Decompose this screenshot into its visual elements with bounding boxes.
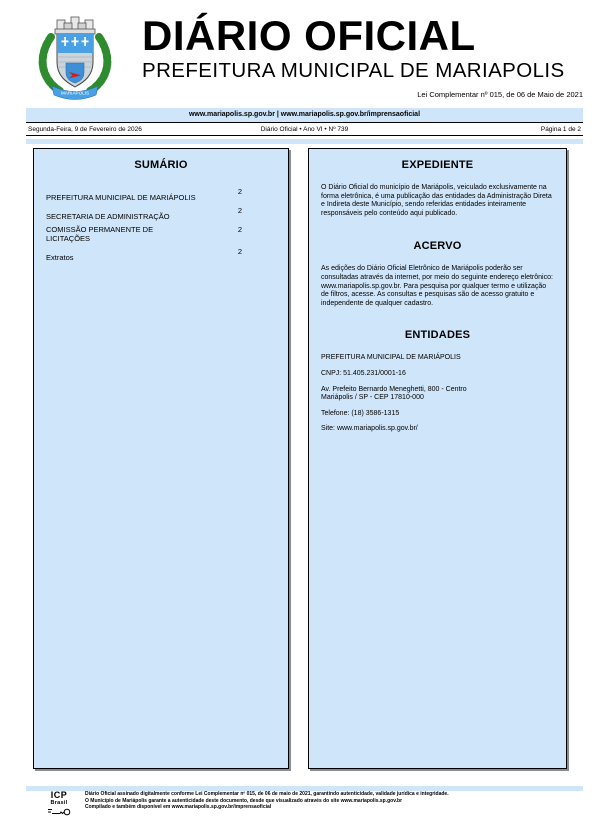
icp-brasil-key-icon bbox=[47, 807, 71, 816]
masthead bbox=[142, 13, 582, 83]
footer-line-1: Diário Oficial assinado digitalmente conforme Lei Complementar nº 015, de 06 de maio de 2021, garantindo autenticidade, validade jurídica e integridade. bbox=[85, 791, 449, 797]
summary-item bbox=[46, 225, 276, 246]
summary-item-page: 2 bbox=[237, 187, 242, 196]
page-indicator: Página 1 de 2 bbox=[540, 126, 581, 133]
gazette-title: DIÁRIO OFICIAL bbox=[142, 12, 476, 59]
entity-details bbox=[321, 354, 554, 434]
acervo-title: ACERVO bbox=[413, 240, 462, 253]
entity-address-line2: Mariápolis / SP - CEP 17810-000 bbox=[321, 394, 424, 402]
summary-item bbox=[46, 206, 276, 224]
footer-legal-text bbox=[85, 791, 449, 811]
icp-subtitle: Brasil bbox=[50, 799, 68, 806]
entity-cnpj: CNPJ: 51.405.231/0001-16 bbox=[321, 369, 406, 377]
entity-site: Site: www.mariapolis.sp.gov.br/ bbox=[321, 425, 418, 433]
edition-meta-row bbox=[26, 124, 583, 136]
summary-item bbox=[46, 247, 276, 265]
expediente-box bbox=[308, 148, 567, 769]
summary-item-page: 2 bbox=[237, 247, 242, 256]
edition-number: Diário Oficial • Ano VI • Nº 739 bbox=[260, 126, 349, 133]
law-reference: Lei Complementar nº 015, de 06 de Maio de 2021 bbox=[417, 90, 583, 99]
icp-brasil-logo bbox=[40, 791, 78, 816]
logo-motto-text: MARIÁPOLIS bbox=[60, 90, 90, 96]
entidades-title: ENTIDADES bbox=[404, 329, 471, 342]
divider-bar-top bbox=[26, 139, 583, 144]
expediente-title: EXPEDIENTE bbox=[401, 159, 474, 171]
entity-name: PREFEITURA MUNICIPAL DE MARIÁPOLIS bbox=[321, 354, 461, 362]
footer-line-2: O Município de Mariápolis garante a autenticidade deste documento, desde que visualizado através do site www.mariapolis.sp.gov.br bbox=[85, 797, 403, 804]
website-url-bar: www.mariapolis.sp.gov.br | www.mariapolis.sp.gov.br/imprensaoficial bbox=[26, 108, 583, 123]
summary-title: SUMÁRIO bbox=[134, 159, 188, 171]
icp-title: ICP bbox=[50, 790, 68, 800]
entity-phone: Telefone: (18) 3586-1315 bbox=[321, 409, 400, 417]
summary-box bbox=[33, 148, 289, 769]
footer-line-3: Compilado e também disponível em www.mariapolis.sp.gov.br/imprensaoficial bbox=[85, 804, 272, 811]
summary-item-page: 2 bbox=[237, 206, 242, 215]
summary-item-label: SECRETARIA DE ADMINISTRAÇÃO bbox=[46, 212, 170, 221]
summary-item-page: 2 bbox=[237, 225, 242, 234]
entity-address-line1: Av. Prefeito Bernardo Meneghetti, 800 - Centro bbox=[321, 385, 467, 393]
summary-list bbox=[34, 187, 288, 265]
coat-of-arms-icon bbox=[33, 7, 117, 103]
entity-address bbox=[321, 386, 554, 403]
summary-item-label: Extratos bbox=[46, 253, 74, 262]
signature-footer bbox=[40, 791, 449, 816]
acervo-body: As edições do Diário Oficial Eletrônico de Mariápolis poderão ser consultadas através da internet, por meio do seguinte endereço eletrônico: www.mariapolis.sp.gov.br. Para pesquisa por qualquer termo e utilização de filtros, acesse. As consultas e pesquisas são de acesso gratuito e independente de qualquer cadastro. bbox=[321, 265, 553, 307]
summary-item-label: COMISSÃO PERMANENTE DE LICITAÇÕES bbox=[46, 225, 154, 243]
edition-date: Segunda-Feira, 9 de Fevereiro de 2026 bbox=[28, 126, 142, 133]
summary-item bbox=[46, 187, 276, 205]
gazette-subtitle: PREFEITURA MUNICIPAL DE MARIAPOLIS bbox=[142, 59, 565, 82]
expediente-body: O Diário Oficial do município de Mariápolis, veiculado exclusivamente na forma eletrônica, é uma publicação das entidades da Administração Direta e Indireta deste Município, sendo referidas entidades inteiramente responsáveis pelo conteúdo aqui publicado. bbox=[321, 184, 552, 217]
summary-item-label: PREFEITURA MUNICIPAL DE MARIÁPOLIS bbox=[46, 193, 196, 202]
